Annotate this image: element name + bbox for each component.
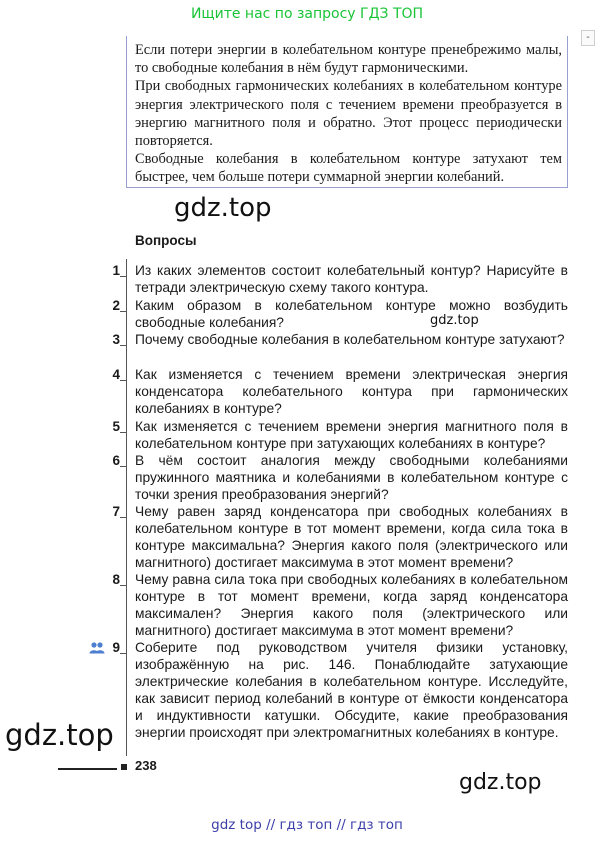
question-number: 9 (112, 640, 120, 655)
watermark-main: gdz.top (174, 193, 272, 223)
question-text: Как изменяется с течением времени электрическая энергия конденсатора колебательного контура при гармонических колебаниях в контуре? (135, 367, 568, 417)
question-tick (120, 653, 126, 654)
summary-paragraph-3: Свободные колебания в колебательном контуре затухают тем быстрее, чем больше потери суммарной энергии колебаний. (135, 151, 562, 186)
question-number: 5 (112, 419, 120, 434)
question-number: 3 (112, 332, 120, 347)
question-text: Как изменяется с течением времени энергия магнитного поля в колебательном контуре при затухающих колебаниях в контуре? (135, 419, 568, 452)
question-text: Чему равен заряд конденсатора при свободных колебаниях в колебательном контуре в тот момент времени, когда сила тока в контуре максимальна? Энергия какого поля (электрического или магнитного) достигает максимума в этот момент времени? (135, 504, 568, 571)
question-text: Чему равна сила тока при свободных колебаниях в колебательном контуре в тот момент времени, когда заряд конденсатора максимален? Энергия какого поля (электрического или магнитного) достигает максимума в этот момент времени? (135, 572, 568, 639)
question-number: 6 (112, 453, 120, 468)
questions-margin-line (126, 259, 127, 756)
question-tick (120, 432, 126, 433)
footer-marker (121, 764, 127, 770)
section-title: Вопросы (135, 233, 197, 248)
watermark-right: gdz.top (459, 770, 542, 795)
question-text: Соберите под руководством учителя физики установку, изображённую на рис. 146. Понаблюдайте затухающие электрические колебания в колебательном контуре. Исследуйте, как зависит период колебаний в контуре от ёмкости конденсатора и индуктивности катушки. Обсудите, какие преобразования энергии происходят при электромагнитных колебаниях в контуре. (135, 640, 568, 741)
question-text: Каким образом в колебательном контуре можно возбудить свободные колебания? (135, 298, 568, 331)
question-tick (120, 311, 126, 312)
footer-rule (58, 768, 117, 770)
watermark-mid: gdz.top (430, 313, 479, 328)
top-banner[interactable]: Ищите нас по запросу ГДЗ ТОП (190, 6, 424, 22)
question-tick (120, 345, 126, 346)
question-tick (120, 466, 126, 467)
question-number: 7 (112, 504, 120, 519)
question-text: В чём состоит аналогия между свободными колебаниями пружинного маятника и колебаниями в колебательном контуре с точки зрения преобразования энергий? (135, 453, 568, 503)
group-work-icon (89, 642, 105, 654)
question-tick (120, 585, 126, 586)
question-text: Почему свободные колебания в колебательном контуре затухают? (135, 332, 565, 347)
bottom-links[interactable]: gdz top // гдз топ // гдз топ (211, 817, 403, 833)
page-number: 238 (135, 758, 157, 773)
question-tick (120, 380, 126, 381)
question-text: Из каких элементов состоит колебательный контур? Нарисуйте в тетради электрическую схему такого контура. (135, 263, 568, 296)
summary-paragraph-2: При свободных гармонических колебаниях в колебательном контуре энергия электрического поля с течением времени преобразуется в энергию магнитного поля и обратно. Этот процесс периодически повторяется. (135, 78, 562, 150)
question-tick (120, 517, 126, 518)
question-number: 2 (112, 298, 120, 313)
question-number: 4 (112, 367, 120, 382)
question-tick (120, 276, 126, 277)
summary-text (135, 41, 562, 187)
watermark-left: gdz.top (5, 718, 114, 752)
question-number: 1 (112, 263, 120, 278)
summary-paragraph-1: Если потери энергии в колебательном контуре пренебрежимо малы, то свободные колебания в нём будут гармоническими. (135, 42, 562, 77)
question-number: 8 (112, 572, 120, 587)
zoom-out-button[interactable]: - (581, 30, 595, 46)
